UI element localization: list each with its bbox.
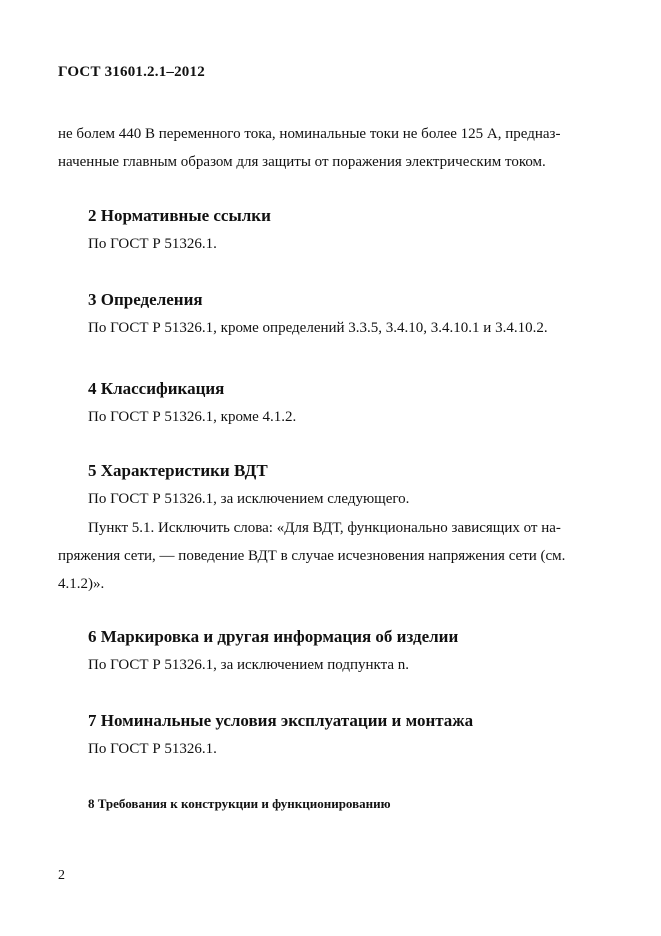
intro-line-2: наченные главным образом для защиты от поражения электрическим током. [58, 154, 546, 170]
section-5-text-4: 4.1.2)». [58, 576, 105, 592]
section-2-heading: 2 Нормативные ссылки [88, 206, 271, 225]
section-5-text-1: По ГОСТ Р 51326.1, за исключением следующего. [88, 491, 410, 507]
section-2-text: По ГОСТ Р 51326.1. [88, 236, 217, 252]
intro-line-1: не болем 440 В переменного тока, номинальные токи не более 125 А, предназ- [58, 126, 561, 142]
section-4-heading: 4 Классификация [88, 379, 225, 398]
section-4-text: По ГОСТ Р 51326.1, кроме 4.1.2. [88, 409, 297, 425]
section-6-heading: 6 Маркировка и другая информация об изделии [88, 627, 459, 646]
section-3-heading: 3 Определения [88, 290, 203, 309]
section-7-text: По ГОСТ Р 51326.1. [88, 741, 217, 757]
section-6-text: По ГОСТ Р 51326.1, за исключением подпункта n. [88, 657, 410, 673]
page-number: 2 [58, 868, 65, 883]
section-5-heading: 5 Характеристики ВДТ [88, 461, 268, 480]
section-5-text-3: пряжения сети, — поведение ВДТ в случае исчезновения напряжения сети (см. [58, 548, 566, 564]
section-8-heading: 8 Требования к конструкции и функционированию [88, 796, 391, 811]
section-5-text-2: Пункт 5.1. Исключить слова: «Для ВДТ, функционально зависящих от на- [88, 520, 561, 536]
section-7-heading: 7 Номинальные условия эксплуатации и монтажа [88, 711, 474, 730]
document-header-code: ГОСТ 31601.2.1–2012 [58, 64, 205, 80]
section-3-text: По ГОСТ Р 51326.1, кроме определений 3.3.5, 3.4.10, 3.4.10.1 и 3.4.10.2. [88, 320, 548, 336]
